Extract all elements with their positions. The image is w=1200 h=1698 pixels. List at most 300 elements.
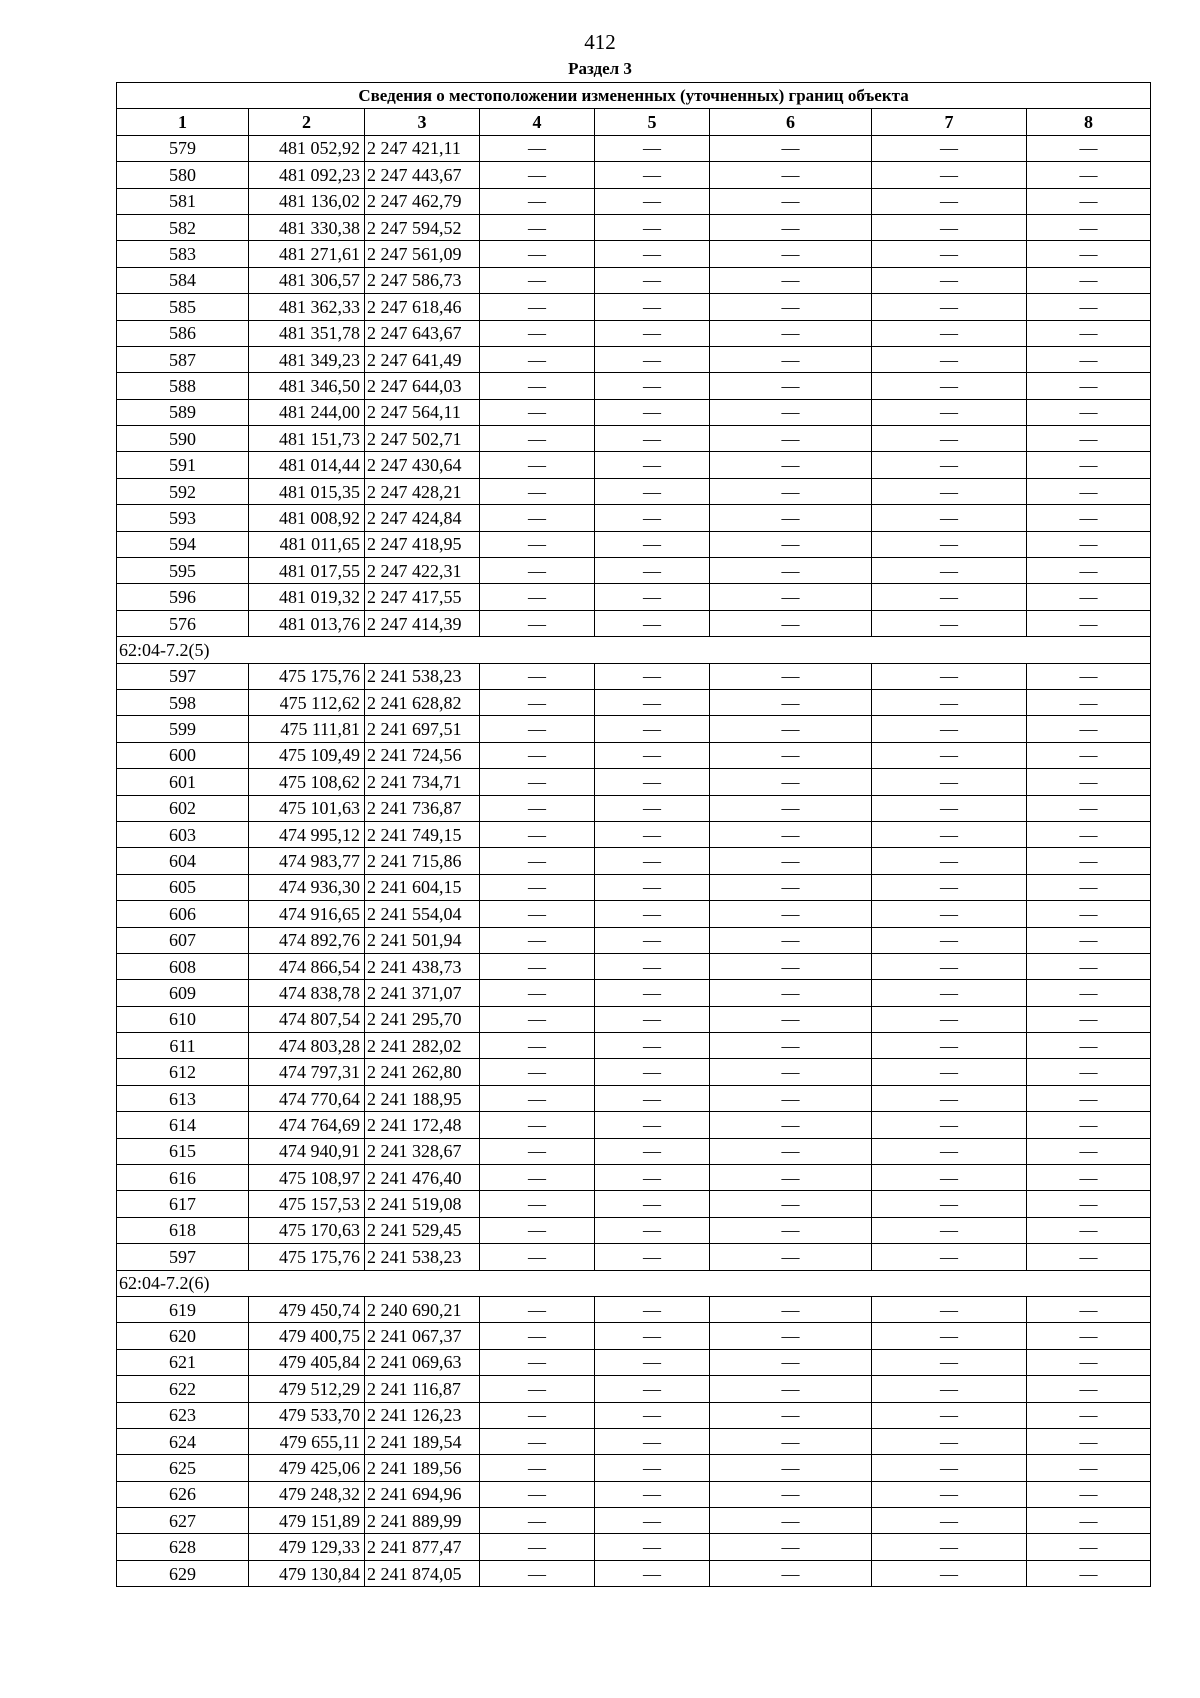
empty-value-cell: — (1027, 980, 1151, 1006)
empty-value-cell: — (872, 241, 1027, 267)
empty-value-cell: — (710, 162, 872, 188)
x-coordinate-cell: 481 346,50 (249, 373, 365, 399)
empty-value-cell: — (710, 716, 872, 742)
y-coordinate-cell: 2 241 069,63 (365, 1349, 480, 1375)
empty-value-cell: — (1027, 452, 1151, 478)
empty-value-cell: — (1027, 953, 1151, 979)
empty-value-cell: — (710, 1428, 872, 1454)
section-title: Раздел 3 (568, 59, 632, 78)
empty-value-cell: — (710, 399, 872, 425)
empty-value-cell: — (480, 320, 595, 346)
x-coordinate-cell: 475 111,81 (249, 716, 365, 742)
empty-value-cell: — (710, 531, 872, 557)
y-coordinate-cell: 2 241 874,05 (365, 1560, 480, 1586)
x-coordinate-cell: 474 916,65 (249, 901, 365, 927)
empty-value-cell: — (1027, 399, 1151, 425)
empty-value-cell: — (710, 584, 872, 610)
empty-value-cell: — (1027, 742, 1151, 768)
point-number-cell: 621 (117, 1349, 249, 1375)
y-coordinate-cell: 2 241 172,48 (365, 1112, 480, 1138)
empty-value-cell: — (710, 874, 872, 900)
empty-value-cell: — (595, 135, 710, 161)
empty-value-cell: — (710, 1191, 872, 1217)
table-row (117, 1323, 1151, 1349)
empty-value-cell: — (480, 953, 595, 979)
x-coordinate-cell: 475 175,76 (249, 663, 365, 689)
empty-value-cell: — (872, 1296, 1027, 1322)
point-number-cell: 619 (117, 1296, 249, 1322)
y-coordinate-cell: 2 241 116,87 (365, 1376, 480, 1402)
empty-value-cell: — (480, 373, 595, 399)
empty-value-cell: — (872, 478, 1027, 504)
point-number-cell: 595 (117, 558, 249, 584)
empty-value-cell: — (595, 980, 710, 1006)
empty-value-cell: — (1027, 505, 1151, 531)
empty-value-cell: — (710, 1165, 872, 1191)
empty-value-cell: — (710, 821, 872, 847)
table-row (117, 716, 1151, 742)
empty-value-cell: — (872, 1349, 1027, 1375)
empty-value-cell: — (872, 162, 1027, 188)
empty-value-cell: — (1027, 1191, 1151, 1217)
x-coordinate-cell: 481 330,38 (249, 214, 365, 240)
group-header-row (117, 637, 1151, 663)
table-row (117, 1138, 1151, 1164)
empty-value-cell: — (595, 346, 710, 372)
y-coordinate-cell: 2 247 643,67 (365, 320, 480, 346)
point-number-cell: 617 (117, 1191, 249, 1217)
x-coordinate-cell: 479 400,75 (249, 1323, 365, 1349)
empty-value-cell: — (710, 478, 872, 504)
empty-value-cell: — (872, 1191, 1027, 1217)
point-number-cell: 616 (117, 1165, 249, 1191)
x-coordinate-cell: 479 130,84 (249, 1560, 365, 1586)
empty-value-cell: — (595, 1428, 710, 1454)
point-number-cell: 605 (117, 874, 249, 900)
table-row (117, 452, 1151, 478)
empty-value-cell: — (872, 320, 1027, 346)
column-header: 2 (249, 109, 365, 135)
empty-value-cell: — (710, 953, 872, 979)
empty-value-cell: — (595, 663, 710, 689)
table-row (117, 1508, 1151, 1534)
y-coordinate-cell: 2 247 561,09 (365, 241, 480, 267)
empty-value-cell: — (595, 689, 710, 715)
x-coordinate-cell: 474 803,28 (249, 1033, 365, 1059)
empty-value-cell: — (480, 980, 595, 1006)
x-coordinate-cell: 475 112,62 (249, 689, 365, 715)
y-coordinate-cell: 2 241 438,73 (365, 953, 480, 979)
empty-value-cell: — (595, 452, 710, 478)
table-row (117, 162, 1151, 188)
empty-value-cell: — (710, 241, 872, 267)
x-coordinate-cell: 481 151,73 (249, 426, 365, 452)
table-row (117, 901, 1151, 927)
empty-value-cell: — (710, 426, 872, 452)
y-coordinate-cell: 2 241 554,04 (365, 901, 480, 927)
empty-value-cell: — (480, 267, 595, 293)
point-number-cell: 582 (117, 214, 249, 240)
y-coordinate-cell: 2 247 594,52 (365, 214, 480, 240)
empty-value-cell: — (1027, 927, 1151, 953)
table-row (117, 927, 1151, 953)
empty-value-cell: — (480, 1349, 595, 1375)
x-coordinate-cell: 481 092,23 (249, 162, 365, 188)
y-coordinate-cell: 2 247 644,03 (365, 373, 480, 399)
table-row (117, 874, 1151, 900)
table-row (117, 1217, 1151, 1243)
y-coordinate-cell: 2 241 189,54 (365, 1428, 480, 1454)
empty-value-cell: — (710, 610, 872, 636)
empty-value-cell: — (480, 294, 595, 320)
empty-value-cell: — (480, 901, 595, 927)
empty-value-cell: — (595, 1006, 710, 1032)
point-number-cell: 618 (117, 1217, 249, 1243)
column-header: 8 (1027, 109, 1151, 135)
empty-value-cell: — (710, 294, 872, 320)
y-coordinate-cell: 2 247 641,49 (365, 346, 480, 372)
empty-value-cell: — (710, 214, 872, 240)
empty-value-cell: — (1027, 584, 1151, 610)
table-row (117, 1165, 1151, 1191)
empty-value-cell: — (595, 1085, 710, 1111)
empty-value-cell: — (480, 1217, 595, 1243)
point-number-cell: 612 (117, 1059, 249, 1085)
y-coordinate-cell: 2 241 736,87 (365, 795, 480, 821)
empty-value-cell: — (480, 848, 595, 874)
empty-value-cell: — (595, 478, 710, 504)
y-coordinate-cell: 2 241 295,70 (365, 1006, 480, 1032)
empty-value-cell: — (710, 1217, 872, 1243)
empty-value-cell: — (480, 1376, 595, 1402)
empty-value-cell: — (710, 1033, 872, 1059)
point-number-cell: 610 (117, 1006, 249, 1032)
table-row (117, 1349, 1151, 1375)
table-row (117, 663, 1151, 689)
table-row (117, 1244, 1151, 1270)
empty-value-cell: — (1027, 1455, 1151, 1481)
table-row (117, 346, 1151, 372)
x-coordinate-cell: 475 108,62 (249, 769, 365, 795)
x-coordinate-cell: 474 983,77 (249, 848, 365, 874)
table-body (117, 135, 1151, 1586)
empty-value-cell: — (710, 742, 872, 768)
x-coordinate-cell: 481 013,76 (249, 610, 365, 636)
x-coordinate-cell: 474 770,64 (249, 1085, 365, 1111)
empty-value-cell: — (710, 769, 872, 795)
empty-value-cell: — (1027, 294, 1151, 320)
x-coordinate-cell: 474 995,12 (249, 821, 365, 847)
empty-value-cell: — (872, 1534, 1027, 1560)
empty-value-cell: — (595, 267, 710, 293)
empty-value-cell: — (872, 1138, 1027, 1164)
table-caption-row (117, 83, 1151, 109)
empty-value-cell: — (710, 1059, 872, 1085)
empty-value-cell: — (710, 188, 872, 214)
y-coordinate-cell: 2 247 502,71 (365, 426, 480, 452)
point-number-cell: 615 (117, 1138, 249, 1164)
empty-value-cell: — (872, 1508, 1027, 1534)
table-row (117, 426, 1151, 452)
empty-value-cell: — (1027, 531, 1151, 557)
x-coordinate-cell: 475 175,76 (249, 1244, 365, 1270)
empty-value-cell: — (710, 901, 872, 927)
empty-value-cell: — (872, 663, 1027, 689)
empty-value-cell: — (872, 558, 1027, 584)
empty-value-cell: — (1027, 1560, 1151, 1586)
empty-value-cell: — (595, 505, 710, 531)
x-coordinate-cell: 481 271,61 (249, 241, 365, 267)
empty-value-cell: — (872, 980, 1027, 1006)
empty-value-cell: — (480, 1402, 595, 1428)
boundary-coordinates-table (116, 82, 1151, 1587)
empty-value-cell: — (872, 689, 1027, 715)
y-coordinate-cell: 2 241 734,71 (365, 769, 480, 795)
empty-value-cell: — (1027, 373, 1151, 399)
point-number-cell: 583 (117, 241, 249, 267)
table-row (117, 689, 1151, 715)
empty-value-cell: — (872, 1006, 1027, 1032)
table-row (117, 1560, 1151, 1586)
table-row (117, 1376, 1151, 1402)
empty-value-cell: — (595, 1033, 710, 1059)
table-row (117, 1191, 1151, 1217)
y-coordinate-cell: 2 247 462,79 (365, 188, 480, 214)
empty-value-cell: — (1027, 716, 1151, 742)
empty-value-cell: — (595, 1165, 710, 1191)
empty-value-cell: — (1027, 689, 1151, 715)
x-coordinate-cell: 474 866,54 (249, 953, 365, 979)
table-row (117, 1006, 1151, 1032)
y-coordinate-cell: 2 247 586,73 (365, 267, 480, 293)
empty-value-cell: — (595, 1191, 710, 1217)
empty-value-cell: — (480, 478, 595, 504)
table-row (117, 953, 1151, 979)
point-number-cell: 589 (117, 399, 249, 425)
empty-value-cell: — (595, 716, 710, 742)
x-coordinate-cell: 481 052,92 (249, 135, 365, 161)
empty-value-cell: — (1027, 1033, 1151, 1059)
x-coordinate-cell: 475 108,97 (249, 1165, 365, 1191)
empty-value-cell: — (595, 927, 710, 953)
y-coordinate-cell: 2 241 519,08 (365, 1191, 480, 1217)
empty-value-cell: — (480, 1112, 595, 1138)
column-header: 1 (117, 109, 249, 135)
empty-value-cell: — (710, 135, 872, 161)
empty-value-cell: — (710, 1244, 872, 1270)
empty-value-cell: — (1027, 1244, 1151, 1270)
empty-value-cell: — (1027, 320, 1151, 346)
x-coordinate-cell: 474 838,78 (249, 980, 365, 1006)
empty-value-cell: — (595, 1323, 710, 1349)
table-row (117, 188, 1151, 214)
empty-value-cell: — (480, 1455, 595, 1481)
empty-value-cell: — (1027, 1165, 1151, 1191)
empty-value-cell: — (710, 1534, 872, 1560)
point-number-cell: 597 (117, 1244, 249, 1270)
x-coordinate-cell: 479 425,06 (249, 1455, 365, 1481)
point-number-cell: 584 (117, 267, 249, 293)
table-row (117, 1085, 1151, 1111)
empty-value-cell: — (595, 1455, 710, 1481)
empty-value-cell: — (595, 1138, 710, 1164)
x-coordinate-cell: 481 244,00 (249, 399, 365, 425)
point-number-cell: 587 (117, 346, 249, 372)
y-coordinate-cell: 2 247 422,31 (365, 558, 480, 584)
empty-value-cell: — (1027, 426, 1151, 452)
x-coordinate-cell: 474 807,54 (249, 1006, 365, 1032)
point-number-cell: 591 (117, 452, 249, 478)
empty-value-cell: — (480, 610, 595, 636)
y-coordinate-cell: 2 241 604,15 (365, 874, 480, 900)
empty-value-cell: — (710, 1508, 872, 1534)
x-coordinate-cell: 479 248,32 (249, 1481, 365, 1507)
x-coordinate-cell: 481 351,78 (249, 320, 365, 346)
empty-value-cell: — (595, 610, 710, 636)
empty-value-cell: — (1027, 1138, 1151, 1164)
column-header: 6 (710, 109, 872, 135)
table-row (117, 1402, 1151, 1428)
empty-value-cell: — (872, 795, 1027, 821)
empty-value-cell: — (595, 1534, 710, 1560)
y-coordinate-cell: 2 241 628,82 (365, 689, 480, 715)
table-row (117, 1534, 1151, 1560)
x-coordinate-cell: 481 019,32 (249, 584, 365, 610)
empty-value-cell: — (480, 821, 595, 847)
empty-value-cell: — (710, 373, 872, 399)
x-coordinate-cell: 474 936,30 (249, 874, 365, 900)
empty-value-cell: — (710, 346, 872, 372)
empty-value-cell: — (1027, 795, 1151, 821)
empty-value-cell: — (872, 1165, 1027, 1191)
y-coordinate-cell: 2 241 262,80 (365, 1059, 480, 1085)
empty-value-cell: — (872, 1244, 1027, 1270)
table-row (117, 478, 1151, 504)
empty-value-cell: — (595, 742, 710, 768)
empty-value-cell: — (872, 742, 1027, 768)
empty-value-cell: — (710, 795, 872, 821)
x-coordinate-cell: 479 512,29 (249, 1376, 365, 1402)
column-header: 3 (365, 109, 480, 135)
empty-value-cell: — (872, 716, 1027, 742)
empty-value-cell: — (1027, 1006, 1151, 1032)
point-number-cell: 581 (117, 188, 249, 214)
empty-value-cell: — (595, 188, 710, 214)
y-coordinate-cell: 2 241 538,23 (365, 1244, 480, 1270)
point-number-cell: 622 (117, 1376, 249, 1402)
empty-value-cell: — (480, 1481, 595, 1507)
table-row (117, 267, 1151, 293)
empty-value-cell: — (1027, 610, 1151, 636)
empty-value-cell: — (1027, 1481, 1151, 1507)
y-coordinate-cell: 2 240 690,21 (365, 1296, 480, 1322)
empty-value-cell: — (480, 1296, 595, 1322)
table-row (117, 1296, 1151, 1322)
x-coordinate-cell: 475 101,63 (249, 795, 365, 821)
y-coordinate-cell: 2 247 414,39 (365, 610, 480, 636)
point-number-cell: 624 (117, 1428, 249, 1454)
point-number-cell: 607 (117, 927, 249, 953)
empty-value-cell: — (595, 241, 710, 267)
point-number-cell: 606 (117, 901, 249, 927)
empty-value-cell: — (1027, 1296, 1151, 1322)
empty-value-cell: — (1027, 346, 1151, 372)
y-coordinate-cell: 2 241 529,45 (365, 1217, 480, 1243)
empty-value-cell: — (872, 1085, 1027, 1111)
point-number-cell: 598 (117, 689, 249, 715)
empty-value-cell: — (595, 294, 710, 320)
x-coordinate-cell: 481 015,35 (249, 478, 365, 504)
x-coordinate-cell: 475 109,49 (249, 742, 365, 768)
empty-value-cell: — (480, 1085, 595, 1111)
empty-value-cell: — (1027, 188, 1151, 214)
empty-value-cell: — (480, 346, 595, 372)
empty-value-cell: — (480, 162, 595, 188)
point-number-cell: 602 (117, 795, 249, 821)
empty-value-cell: — (710, 267, 872, 293)
empty-value-cell: — (1027, 1534, 1151, 1560)
empty-value-cell: — (480, 426, 595, 452)
y-coordinate-cell: 2 247 564,11 (365, 399, 480, 425)
point-number-cell: 585 (117, 294, 249, 320)
empty-value-cell: — (872, 188, 1027, 214)
x-coordinate-cell: 481 362,33 (249, 294, 365, 320)
table-caption: Сведения о местоположении измененных (уточненных) границ объекта (117, 83, 1151, 109)
table-row (117, 742, 1151, 768)
y-coordinate-cell: 2 247 424,84 (365, 505, 480, 531)
empty-value-cell: — (710, 1455, 872, 1481)
point-number-cell: 586 (117, 320, 249, 346)
empty-value-cell: — (1027, 162, 1151, 188)
empty-value-cell: — (872, 821, 1027, 847)
empty-value-cell: — (1027, 1059, 1151, 1085)
empty-value-cell: — (480, 769, 595, 795)
empty-value-cell: — (480, 531, 595, 557)
y-coordinate-cell: 2 241 749,15 (365, 821, 480, 847)
empty-value-cell: — (480, 874, 595, 900)
point-number-cell: 596 (117, 584, 249, 610)
y-coordinate-cell: 2 241 538,23 (365, 663, 480, 689)
table-row (117, 1428, 1151, 1454)
empty-value-cell: — (595, 1376, 710, 1402)
empty-value-cell: — (1027, 1428, 1151, 1454)
group-label: 62:04-7.2(6) (117, 1270, 1151, 1296)
empty-value-cell: — (1027, 1217, 1151, 1243)
table-row (117, 795, 1151, 821)
empty-value-cell: — (872, 399, 1027, 425)
empty-value-cell: — (710, 1376, 872, 1402)
y-coordinate-cell: 2 241 188,95 (365, 1085, 480, 1111)
empty-value-cell: — (872, 1059, 1027, 1085)
point-number-cell: 629 (117, 1560, 249, 1586)
point-number-cell: 600 (117, 742, 249, 768)
empty-value-cell: — (1027, 478, 1151, 504)
empty-value-cell: — (595, 558, 710, 584)
group-label: 62:04-7.2(5) (117, 637, 1151, 663)
x-coordinate-cell: 481 011,65 (249, 531, 365, 557)
empty-value-cell: — (595, 1112, 710, 1138)
empty-value-cell: — (872, 267, 1027, 293)
empty-value-cell: — (710, 1138, 872, 1164)
empty-value-cell: — (480, 188, 595, 214)
page-number: 412 (584, 30, 616, 54)
empty-value-cell: — (480, 558, 595, 584)
table-row (117, 1112, 1151, 1138)
table-row (117, 373, 1151, 399)
x-coordinate-cell: 479 533,70 (249, 1402, 365, 1428)
empty-value-cell: — (872, 452, 1027, 478)
empty-value-cell: — (710, 1349, 872, 1375)
